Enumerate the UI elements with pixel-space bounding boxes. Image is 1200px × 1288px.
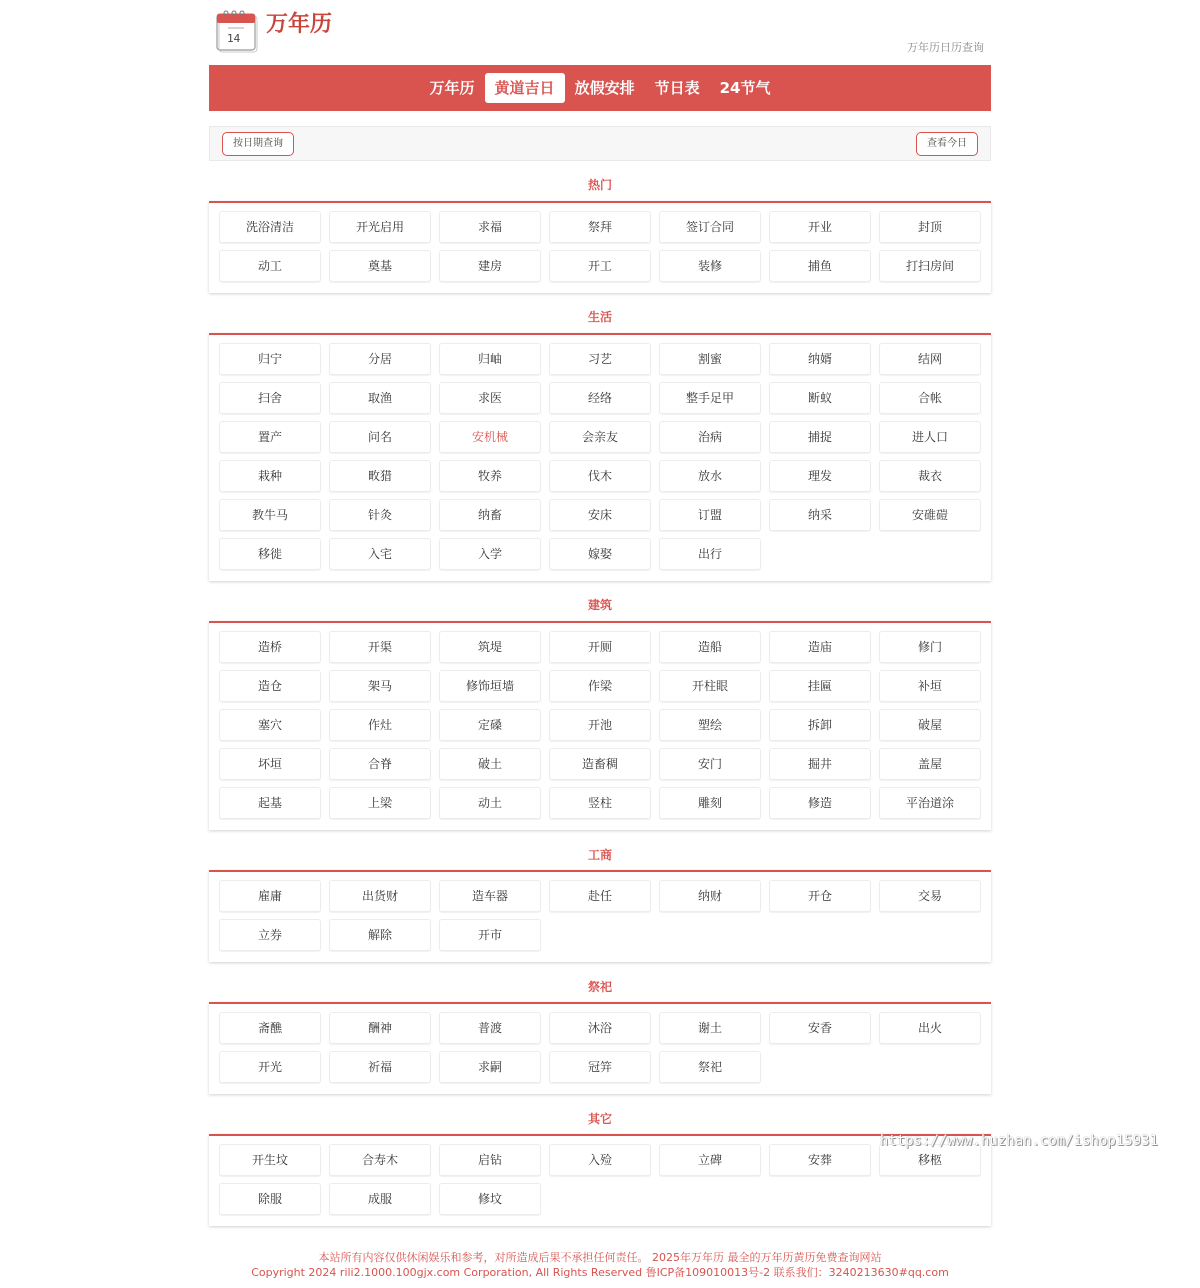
activity-item[interactable]: 牧养 [439, 460, 541, 492]
activity-item[interactable]: 移柩 [879, 1144, 981, 1176]
activity-item[interactable]: 打扫房间 [879, 250, 981, 282]
item-grid [219, 631, 981, 819]
nav-wannianli[interactable]: 万年历 [429, 79, 475, 97]
activity-item[interactable]: 祈福 [329, 1051, 431, 1083]
activity-item[interactable]: 针灸 [329, 499, 431, 531]
activity-item[interactable]: 会亲友 [549, 421, 651, 453]
activity-item[interactable]: 造庙 [769, 631, 871, 663]
activity-item[interactable]: 裁衣 [879, 460, 981, 492]
section-title: 生活 [587, 310, 612, 324]
activity-item[interactable]: 安碓磑 [879, 499, 981, 531]
site-title[interactable]: 万年历 [266, 12, 333, 37]
activity-item[interactable]: 冠笄 [549, 1051, 651, 1083]
nav-24-jieqi[interactable]: 24节气 [719, 79, 771, 97]
activity-item[interactable]: 畋猎 [329, 460, 431, 492]
activity-item[interactable]: 开柱眼 [659, 670, 761, 702]
activity-item[interactable]: 开池 [549, 709, 651, 741]
item-grid [219, 880, 981, 951]
activity-item[interactable]: 合脊 [329, 748, 431, 780]
activity-item[interactable]: 造船 [659, 631, 761, 663]
main-nav [209, 65, 991, 111]
activity-item[interactable]: 纳婿 [769, 343, 871, 375]
activity-item[interactable]: 置产 [219, 421, 321, 453]
date-toolbar [209, 126, 991, 161]
section-title: 工商 [587, 848, 612, 862]
activity-item[interactable]: 归岫 [439, 343, 541, 375]
activity-item[interactable]: 安床 [549, 499, 651, 531]
activity-item[interactable]: 挂匾 [769, 670, 871, 702]
activity-item[interactable]: 成服 [329, 1183, 431, 1215]
activity-item[interactable]: 破屋 [879, 709, 981, 741]
activity-item[interactable]: 入学 [439, 538, 541, 570]
activity-item[interactable]: 装修 [659, 250, 761, 282]
activity-item[interactable]: 修饰垣墙 [439, 670, 541, 702]
activity-item[interactable]: 作灶 [329, 709, 431, 741]
activity-item[interactable]: 整手足甲 [659, 382, 761, 414]
activity-item[interactable]: 造畜稠 [549, 748, 651, 780]
activity-item[interactable]: 理发 [769, 460, 871, 492]
activity-item[interactable]: 平治道涂 [879, 787, 981, 819]
activity-item[interactable]: 出行 [659, 538, 761, 570]
activity-item[interactable]: 除服 [219, 1183, 321, 1215]
activity-item[interactable]: 开厕 [549, 631, 651, 663]
activity-item[interactable]: 入宅 [329, 538, 431, 570]
activity-item[interactable]: 修造 [769, 787, 871, 819]
section-title: 祭祀 [587, 980, 612, 994]
activity-item[interactable]: 定磉 [439, 709, 541, 741]
activity-item[interactable]: 架马 [329, 670, 431, 702]
activity-item[interactable]: 问名 [329, 421, 431, 453]
activity-item[interactable]: 割蜜 [659, 343, 761, 375]
activity-item[interactable]: 塞穴 [219, 709, 321, 741]
activity-item[interactable]: 沐浴 [549, 1012, 651, 1044]
activity-item[interactable]: 安机械 [439, 421, 541, 453]
item-grid [219, 1144, 981, 1215]
activity-item[interactable]: 补垣 [879, 670, 981, 702]
activity-item[interactable]: 开渠 [329, 631, 431, 663]
activity-item[interactable]: 建房 [439, 250, 541, 282]
activity-item[interactable]: 开光 [219, 1051, 321, 1083]
activity-item[interactable]: 安葬 [769, 1144, 871, 1176]
activity-item[interactable]: 开光启用 [329, 211, 431, 243]
activity-item[interactable]: 谢土 [659, 1012, 761, 1044]
section-title: 热门 [587, 178, 612, 192]
activity-item[interactable]: 习艺 [549, 343, 651, 375]
site-tagline: 万年历日历查询 [907, 41, 984, 54]
activity-item[interactable]: 上梁 [329, 787, 431, 819]
activity-item[interactable]: 普渡 [439, 1012, 541, 1044]
activity-item[interactable]: 竖柱 [549, 787, 651, 819]
activity-item[interactable]: 纳财 [659, 880, 761, 912]
activity-item[interactable]: 祭拜 [549, 211, 651, 243]
activity-item[interactable]: 拆卸 [769, 709, 871, 741]
nav-huangdao-jiri[interactable]: 黄道吉日 [485, 73, 565, 103]
activity-item[interactable]: 开工 [549, 250, 651, 282]
section-panel [209, 201, 991, 293]
activity-item[interactable]: 修门 [879, 631, 981, 663]
item-grid [219, 1012, 981, 1083]
section-panel [209, 333, 991, 581]
footer-disclaimer: 本站所有内容仅供休闲娱乐和参考，对所造成后果不承担任何责任。 2025年万年历 最全的万年历黄历免费查询网站 [318, 1251, 882, 1264]
activity-item[interactable]: 解除 [329, 919, 431, 951]
activity-item[interactable]: 盖屋 [879, 748, 981, 780]
activity-item[interactable]: 开仓 [769, 880, 871, 912]
activity-item[interactable]: 进人口 [879, 421, 981, 453]
activity-item[interactable]: 祭祀 [659, 1051, 761, 1083]
activity-item[interactable]: 交易 [879, 880, 981, 912]
activity-item[interactable]: 洗浴清洁 [219, 211, 321, 243]
activity-item[interactable]: 归宁 [219, 343, 321, 375]
activity-item[interactable]: 经络 [549, 382, 651, 414]
item-grid [219, 343, 981, 570]
activity-item[interactable]: 断蚁 [769, 382, 871, 414]
activity-item[interactable]: 捕鱼 [769, 250, 871, 282]
activity-item[interactable]: 移徙 [219, 538, 321, 570]
activity-item[interactable]: 立碑 [659, 1144, 761, 1176]
activity-item[interactable]: 起基 [219, 787, 321, 819]
activity-item[interactable]: 动工 [219, 250, 321, 282]
activity-item[interactable]: 酬神 [329, 1012, 431, 1044]
section-title: 其它 [587, 1112, 612, 1126]
activity-item[interactable]: 奠基 [329, 250, 431, 282]
activity-item[interactable]: 坏垣 [219, 748, 321, 780]
section-panel [209, 870, 991, 962]
view-today-button[interactable]: 查看今日 [916, 132, 978, 156]
item-grid [219, 211, 981, 282]
activity-item[interactable]: 合帐 [879, 382, 981, 414]
section-panel [209, 621, 991, 830]
activity-item[interactable]: 安香 [769, 1012, 871, 1044]
footer-copyright: Copyright 2024 rili2.1000.100gjx.com Corporation, All Rights Reserved 鲁ICP备109010013号-2 联系我们：3240213630#qq.com [251, 1266, 949, 1279]
activity-item[interactable]: 治病 [659, 421, 761, 453]
watermark-text: https://www.huzhan.com/ishop15931 [879, 1133, 1158, 1149]
activity-item[interactable]: 开业 [769, 211, 871, 243]
activity-item[interactable]: 筑堤 [439, 631, 541, 663]
site-header [209, 0, 991, 64]
activity-item[interactable]: 破土 [439, 748, 541, 780]
activity-item[interactable]: 造桥 [219, 631, 321, 663]
activity-item[interactable]: 入殓 [549, 1144, 651, 1176]
activity-item[interactable]: 订盟 [659, 499, 761, 531]
activity-item[interactable]: 造仓 [219, 670, 321, 702]
activity-item[interactable]: 出货财 [329, 880, 431, 912]
query-by-date-button[interactable]: 按日期查询 [222, 132, 294, 156]
activity-item[interactable]: 捕捉 [769, 421, 871, 453]
activity-item[interactable]: 掘井 [769, 748, 871, 780]
activity-item[interactable]: 出火 [879, 1012, 981, 1044]
activity-item[interactable]: 求嗣 [439, 1051, 541, 1083]
activity-item[interactable]: 修坟 [439, 1183, 541, 1215]
activity-item[interactable]: 求医 [439, 382, 541, 414]
activity-item[interactable]: 赴任 [549, 880, 651, 912]
activity-item[interactable]: 纳畜 [439, 499, 541, 531]
activity-item[interactable]: 放水 [659, 460, 761, 492]
activity-item[interactable]: 纳采 [769, 499, 871, 531]
activity-item[interactable]: 开生坟 [219, 1144, 321, 1176]
nav-jieri-biao[interactable]: 节日表 [654, 79, 700, 97]
activity-item[interactable]: 合寿木 [329, 1144, 431, 1176]
activity-item[interactable]: 启钻 [439, 1144, 541, 1176]
activity-item[interactable]: 分居 [329, 343, 431, 375]
section-title: 建筑 [587, 598, 612, 612]
section-panel [209, 1002, 991, 1094]
section-panel [209, 1134, 991, 1226]
activity-item[interactable]: 立券 [219, 919, 321, 951]
activity-item[interactable]: 开市 [439, 919, 541, 951]
logo-text: 14 [227, 32, 241, 45]
activity-item[interactable]: 造车器 [439, 880, 541, 912]
activity-item[interactable]: 伐木 [549, 460, 651, 492]
activity-item[interactable]: 扫舍 [219, 382, 321, 414]
activity-item[interactable]: 签订合同 [659, 211, 761, 243]
activity-item[interactable]: 动土 [439, 787, 541, 819]
activity-item[interactable]: 教牛马 [219, 499, 321, 531]
activity-item[interactable]: 安门 [659, 748, 761, 780]
activity-item[interactable]: 作梁 [549, 670, 651, 702]
activity-item[interactable]: 求福 [439, 211, 541, 243]
activity-item[interactable]: 塑绘 [659, 709, 761, 741]
activity-item[interactable]: 嫁娶 [549, 538, 651, 570]
activity-item[interactable]: 栽种 [219, 460, 321, 492]
activity-item[interactable]: 封顶 [879, 211, 981, 243]
activity-item[interactable]: 斋醮 [219, 1012, 321, 1044]
activity-item[interactable]: 雕刻 [659, 787, 761, 819]
nav-fangjia-anpai[interactable]: 放假安排 [574, 79, 635, 97]
activity-item[interactable]: 取渔 [329, 382, 431, 414]
calendar-logo-icon[interactable] [214, 8, 260, 54]
activity-item[interactable]: 雇庸 [219, 880, 321, 912]
activity-item[interactable]: 结网 [879, 343, 981, 375]
